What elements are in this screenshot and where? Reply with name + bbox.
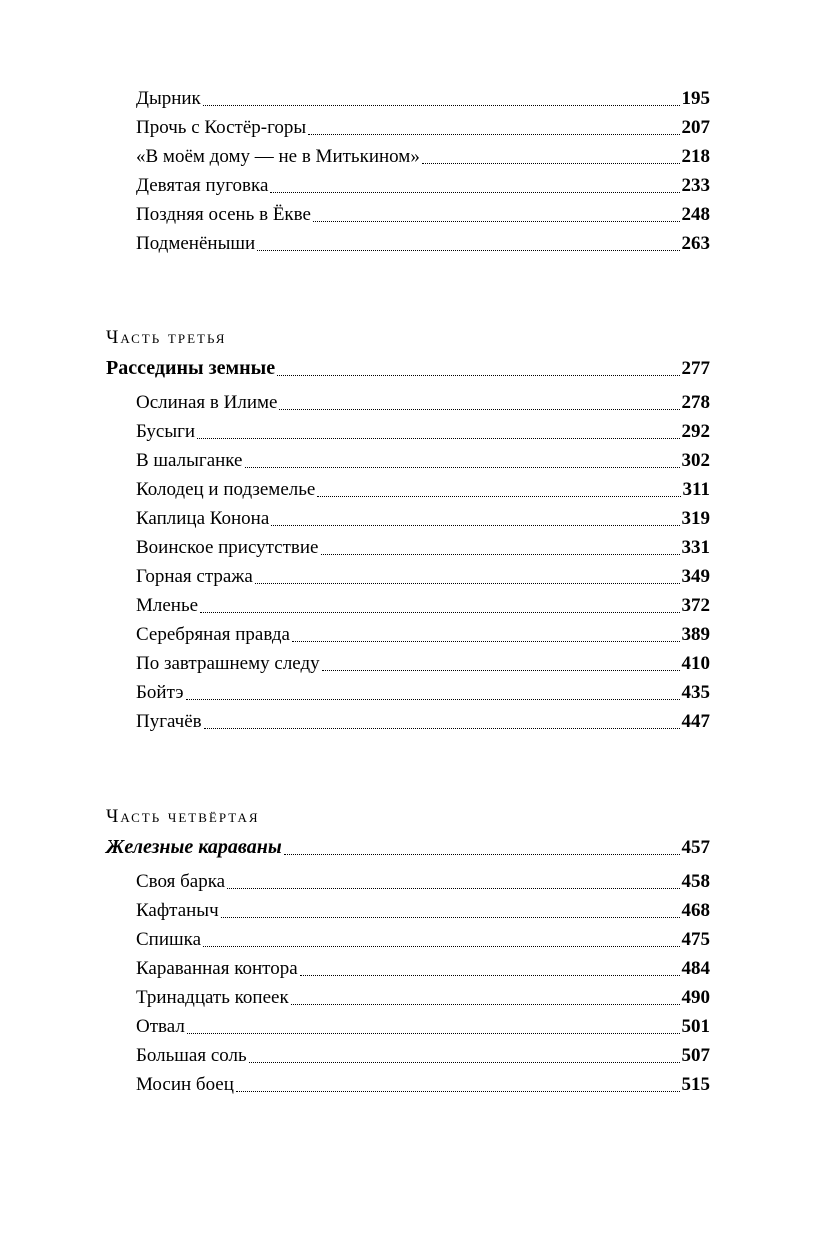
entry-title: Тринадцать копеек — [136, 987, 289, 1008]
toc-entry — [136, 869, 710, 895]
entry-page: 349 — [681, 566, 710, 587]
entry-page: 292 — [681, 421, 710, 442]
dot-leader — [257, 249, 679, 251]
dot-leader — [308, 133, 679, 135]
dot-leader — [279, 408, 679, 410]
entry-title: Прочь с Костёр-горы — [136, 117, 307, 138]
entry-title: Бусыги — [136, 421, 196, 442]
entry-title: Каплица Конона — [136, 508, 270, 529]
toc-entry — [136, 86, 710, 112]
dot-leader — [245, 466, 680, 468]
dot-leader — [313, 220, 680, 222]
entry-title: Мленье — [136, 595, 199, 616]
dot-leader — [300, 974, 680, 976]
dot-leader — [284, 853, 680, 855]
toc-entry — [136, 1043, 710, 1069]
entry-title: Воинское присутствие — [136, 537, 319, 558]
toc-entry — [136, 651, 710, 677]
dot-leader — [255, 582, 680, 584]
dot-leader — [277, 374, 679, 376]
toc-entry — [136, 927, 710, 953]
entry-page: 372 — [681, 595, 710, 616]
part-title: Железные караваны — [106, 836, 282, 858]
entry-page: 319 — [681, 508, 710, 529]
dot-leader — [203, 104, 680, 106]
dot-leader — [236, 1090, 680, 1092]
entry-page: 248 — [681, 204, 710, 225]
entry-title: Подменёныши — [136, 233, 256, 254]
dot-leader — [204, 727, 680, 729]
entry-page: 447 — [681, 711, 710, 732]
dot-leader — [186, 698, 680, 700]
entry-page: 507 — [681, 1045, 710, 1066]
entry-title: По завтрашнему следу — [136, 653, 320, 674]
dot-leader — [317, 495, 680, 497]
entry-page: 278 — [681, 392, 710, 413]
toc-entry — [136, 419, 710, 445]
dot-leader — [322, 669, 680, 671]
entry-page: 435 — [681, 682, 710, 703]
entry-page: 468 — [681, 900, 710, 921]
entry-page: 515 — [681, 1074, 710, 1095]
entry-title: Девятая пуговка — [136, 175, 269, 196]
toc-entry — [136, 144, 710, 170]
entry-title: Серебряная правда — [136, 624, 290, 645]
toc-entry — [136, 709, 710, 735]
part-title: Расседины земные — [106, 357, 276, 379]
entry-title: Спишка — [136, 929, 202, 950]
part-title-entry — [106, 834, 710, 861]
entry-page: 490 — [681, 987, 710, 1008]
dot-leader — [200, 611, 679, 613]
entry-page: 311 — [682, 479, 710, 500]
entry-page: 233 — [681, 175, 710, 196]
part-heading: Часть четвёртая — [106, 806, 260, 827]
entry-page: 457 — [681, 837, 710, 858]
toc-entry — [136, 622, 710, 648]
entry-page: 475 — [681, 929, 710, 950]
entry-page: 277 — [681, 358, 710, 379]
entry-title: Бойтэ — [136, 682, 184, 703]
toc-entry — [136, 1072, 710, 1098]
entry-title: «В моём дому — не в Митькином» — [136, 146, 420, 167]
toc-entry — [136, 985, 710, 1011]
entry-title: Караванная контора — [136, 958, 298, 979]
entry-page: 484 — [681, 958, 710, 979]
dot-leader — [187, 1032, 680, 1034]
dot-leader — [270, 191, 679, 193]
entry-page: 501 — [681, 1016, 710, 1037]
entry-title: Мосин боец — [136, 1074, 234, 1095]
toc-entry — [136, 173, 710, 199]
entry-title: Поздняя осень в Ёкве — [136, 204, 311, 225]
toc-entry — [136, 506, 710, 532]
entry-page: 302 — [681, 450, 710, 471]
toc-entry — [136, 202, 710, 228]
dot-leader — [422, 162, 680, 164]
entry-title: Кафтаныч — [136, 900, 219, 921]
entry-title: Пугачёв — [136, 711, 202, 732]
entry-title: Большая соль — [136, 1045, 247, 1066]
entry-page: 458 — [681, 871, 710, 892]
entry-title: Ослиная в Илиме — [136, 392, 278, 413]
entry-title: Своя барка — [136, 871, 226, 892]
toc-entry — [136, 115, 710, 141]
toc-entry — [136, 535, 710, 561]
entry-title: В шалыганке — [136, 450, 243, 471]
dot-leader — [227, 887, 679, 889]
entry-page: 207 — [681, 117, 710, 138]
entry-title: Колодец и подземелье — [136, 479, 316, 500]
entry-page: 218 — [681, 146, 710, 167]
dot-leader — [221, 916, 680, 918]
toc-entry — [136, 448, 710, 474]
dot-leader — [291, 1003, 680, 1005]
toc-entry — [136, 956, 710, 982]
part-heading: Часть третья — [106, 327, 227, 348]
dot-leader — [292, 640, 680, 642]
entry-page: 263 — [681, 233, 710, 254]
dot-leader — [271, 524, 679, 526]
entry-title: Горная стража — [136, 566, 253, 587]
entry-title: Отвал — [136, 1016, 185, 1037]
entry-page: 195 — [681, 88, 710, 109]
toc-entry — [136, 680, 710, 706]
toc-entry — [136, 390, 710, 416]
dot-leader — [321, 553, 680, 555]
toc-entry — [136, 477, 710, 503]
dot-leader — [203, 945, 679, 947]
entry-page: 410 — [681, 653, 710, 674]
part-title-entry — [106, 355, 710, 382]
toc-entry — [136, 231, 710, 257]
dot-leader — [249, 1061, 680, 1063]
entry-title: Дырник — [136, 88, 201, 109]
toc-entry — [136, 898, 710, 924]
toc-entry — [136, 593, 710, 619]
toc-entry — [136, 564, 710, 590]
entry-page: 389 — [681, 624, 710, 645]
entry-page: 331 — [681, 537, 710, 558]
dot-leader — [197, 437, 679, 439]
toc-entry — [136, 1014, 710, 1040]
